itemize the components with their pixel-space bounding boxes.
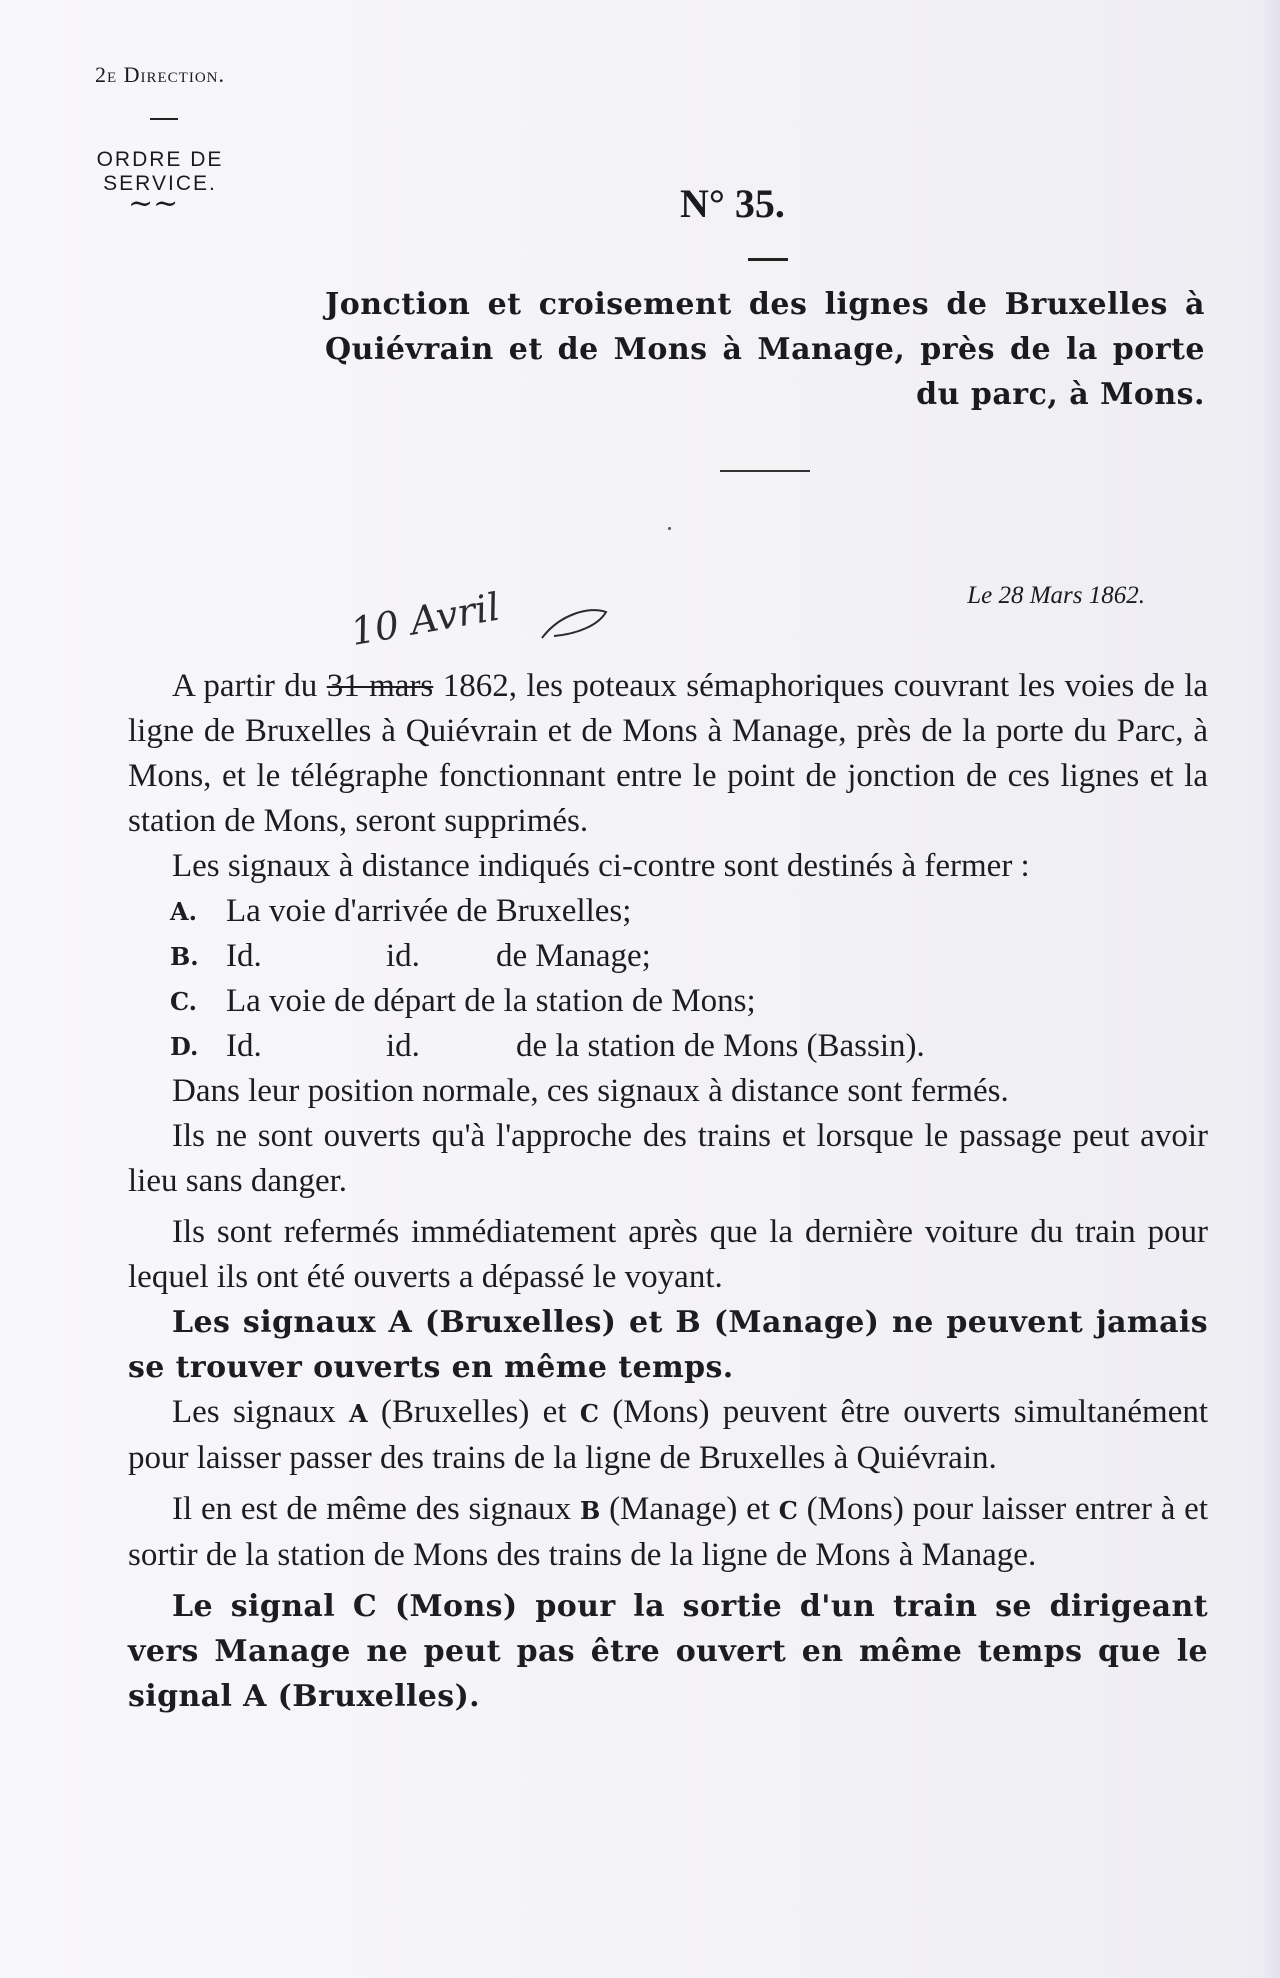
margin-divider: [150, 118, 178, 120]
paragraph-9: Le signal C (Mons) pour la sortie d'un train se dirigeant vers Manage ne peut pas être ouvert en même temps que le signal A (Bruxelles).: [128, 1589, 1208, 1714]
order-title: Jonction et croisement des lignes de Bruxelles à Quiévrain et de Mons à Manage, près de la porte du parc, à Mons.: [325, 287, 1205, 412]
margin-ornament: ~~: [128, 186, 179, 221]
struck-date: 31 mars: [326, 668, 434, 704]
list-item: [128, 979, 1208, 1024]
list-item: [128, 1024, 1208, 1069]
ink-dot: [668, 527, 671, 530]
paragraph-6: Les signaux A (Bruxelles) et B (Manage) ne peuvent jamais se trouver ouverts en même temps.: [128, 1305, 1208, 1385]
list-text: de la station de Mons (Bassin).: [516, 1028, 925, 1064]
page-edge-shadow: [1262, 0, 1280, 1978]
list-text: de Manage;: [496, 938, 651, 974]
p7-text: (Bruxelles) et: [380, 1394, 567, 1430]
paragraph-7: [128, 1390, 1208, 1481]
signal-letter: C: [579, 1399, 599, 1428]
list-text: id.: [386, 938, 420, 974]
number-divider: [748, 258, 788, 261]
list-letter: B.: [170, 942, 199, 971]
paragraph-5: Ils sont refermés immédiatement après que la dernière voiture du train pour lequel ils ont été ouverts a dépassé le voyant.: [128, 1214, 1208, 1295]
list-text: Id.: [226, 938, 262, 974]
direction-label: 2e Direction.: [94, 62, 226, 87]
p1-start: A partir du: [172, 668, 318, 704]
paragraph-1: [128, 664, 1208, 844]
p1-rest: 1862, les poteaux sémaphoriques couvrant les voies de la ligne de Bruxelles à Quiévrain et de Mons à Manage, près de la porte du Parc, à Mons, et le télégraphe fonctionnant entre le point de jonction de ces lignes et la station de Mons, seront supprimés.: [128, 668, 1209, 839]
list-letter: A.: [170, 897, 197, 926]
p7-text: (Mons) peuvent être ouverts simultanément pour laisser passer des trains de la ligne de Bruxelles à Quiévrain.: [128, 1394, 1209, 1476]
ordre-de-service-label: ORDRE DE SERVICE.: [96, 148, 224, 195]
p8-text: (Manage) et: [609, 1491, 770, 1527]
list-letter: D.: [170, 1032, 199, 1061]
signal-letter: C: [778, 1496, 798, 1525]
p8-text: Il en est de même des signaux: [172, 1491, 572, 1527]
list-item: [128, 889, 1208, 934]
list-item: [128, 934, 1208, 979]
list-text: id.: [386, 1028, 420, 1064]
p7-text: Les signaux: [172, 1394, 336, 1430]
order-date: Le 28 Mars 1862.: [967, 582, 1145, 609]
paragraph-3: Dans leur position normale, ces signaux à distance sont fermés.: [172, 1073, 1009, 1109]
paragraph-2: Les signaux à distance indiqués ci-contre sont destinés à fermer :: [172, 848, 1030, 884]
signal-list: [128, 889, 1208, 1069]
paragraph-4: Ils ne sont ouverts qu'à l'approche des trains et lorsque le passage peut avoir lieu sans danger.: [128, 1118, 1208, 1199]
order-body: [128, 664, 1208, 1719]
p8-text: (Mons) pour laisser entrer à et sortir de la station de Mons des trains de la ligne de Mons à Manage.: [128, 1491, 1208, 1573]
paragraph-8: [128, 1487, 1208, 1578]
list-text: Id.: [226, 1028, 262, 1064]
handwritten-correction: 10 Avril: [347, 584, 503, 654]
handwriting-flourish: [540, 604, 610, 644]
list-letter: C.: [170, 987, 198, 1016]
list-text: La voie d'arrivée de Bruxelles;: [226, 893, 632, 929]
signal-letter: B: [579, 1496, 601, 1525]
signal-letter: A: [348, 1399, 368, 1428]
title-divider: [720, 470, 810, 472]
list-text: La voie de départ de la station de Mons;: [226, 983, 756, 1019]
order-number: N° 35.: [680, 181, 785, 226]
